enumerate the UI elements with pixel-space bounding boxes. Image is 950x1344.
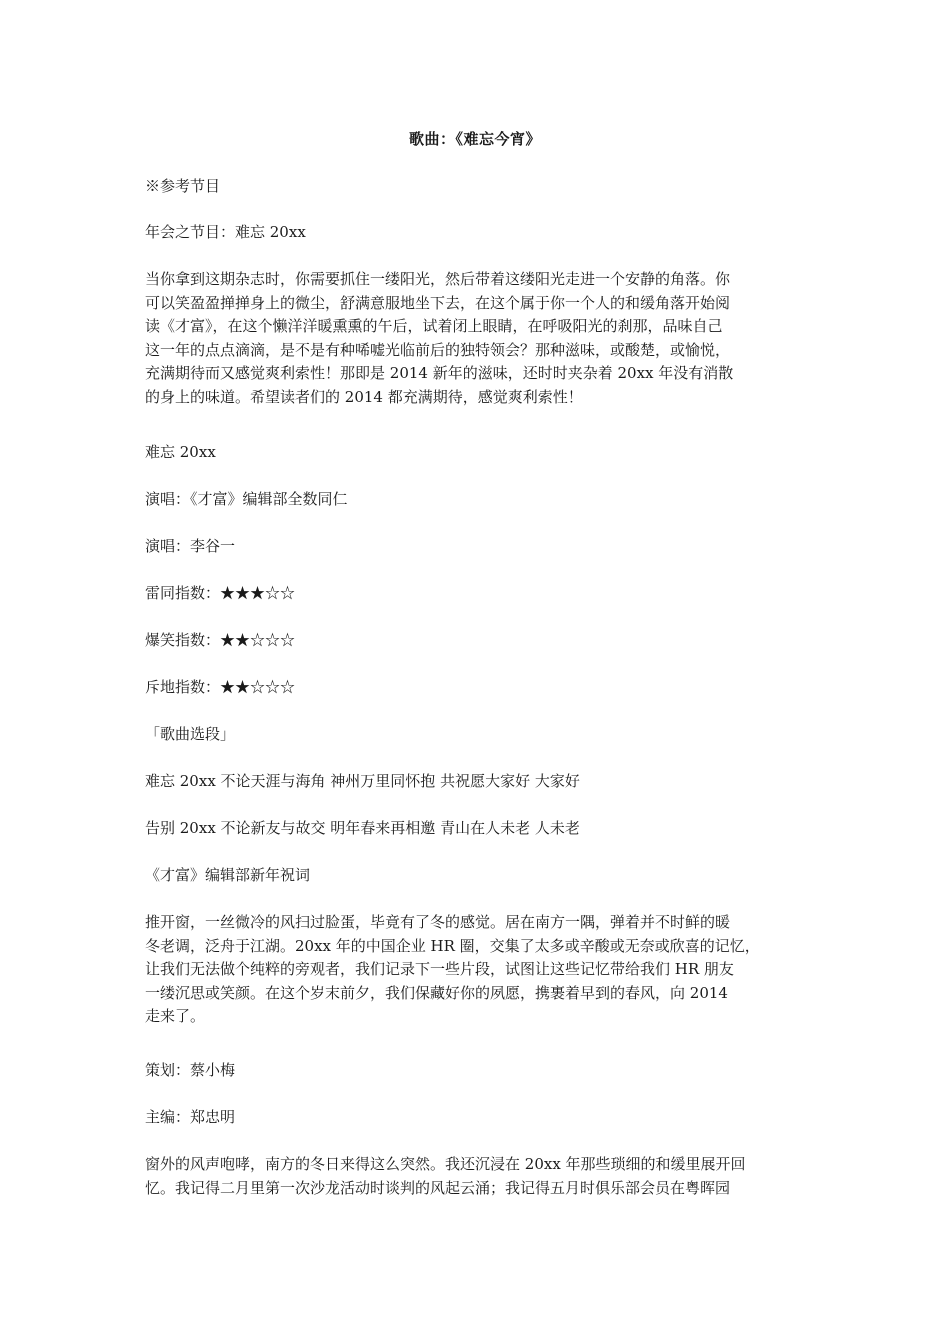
planner-credit: 策划：蔡小梅 bbox=[145, 1061, 236, 1079]
paragraph-line: 的身上的味道。希望读者们的 2014 都充满期待，感觉爽利索性！ bbox=[145, 387, 583, 406]
closing-paragraph bbox=[145, 1153, 810, 1200]
paragraph-line: 可以笑盈盈掸掸身上的微尘，舒满意服地坐下去，在这个属于你一个人的和缓角落开始阅 bbox=[145, 293, 731, 312]
lyric-line-2: 告别 20xx 不论新友与故交 明年春来再相邀 青山在人未老 人未老 bbox=[145, 819, 580, 837]
intro-paragraph bbox=[145, 268, 810, 409]
paragraph-line: 一缕沉思或笑颜。在这个岁末前夕，我们保藏好你的夙愿，携裹着早到的春风，向 2014 bbox=[145, 983, 728, 1002]
paragraph-line: 让我们无法做个纯粹的旁观者，我们记录下一些片段，试图让这些记忆带给我们 HR 朋友 bbox=[145, 960, 734, 978]
paragraph-line: 冬老调，泛舟于江湖。20xx 年的中国企业 HR 圈，交集了太多或辛酸或无奈或欣喜的记忆， bbox=[145, 936, 760, 955]
rating-similarity: 雷同指数：★★★☆☆ bbox=[145, 584, 296, 602]
excerpt-heading: 「歌曲选段」 bbox=[145, 725, 236, 743]
singer-line-2: 演唱：李谷一 bbox=[145, 537, 236, 555]
greeting-paragraph bbox=[145, 911, 810, 1029]
greeting-heading: 《才富》编辑部新年祝词 bbox=[145, 866, 311, 884]
paragraph-line: 推开窗，一丝微冷的风扫过脸蛋，毕竟有了冬的感觉。居在南方一隅，弹着并不时鲜的暖 bbox=[145, 913, 731, 931]
singer-line-1: 演唱：《才富》编辑部全数同仁 bbox=[145, 490, 348, 508]
paragraph-line: 走来了。 bbox=[145, 1007, 206, 1025]
reference-program-label: ※参考节目 bbox=[145, 177, 221, 195]
paragraph-line: 当你拿到这期杂志时，你需要抓住一缕阳光，然后带着这缕阳光走进一个安静的角落。你 bbox=[145, 270, 731, 288]
editor-credit: 主编：郑忠明 bbox=[145, 1108, 236, 1126]
paragraph-line: 读《才富》，在这个懒洋洋暖熏熏的午后，试着闭上眼睛，在呼吸阳光的刹那，品味自己 bbox=[145, 317, 723, 335]
paragraph-line: 忆。我记得二月里第一次沙龙活动时谈判的风起云涌；我记得五月时俱乐部会员在粤晖园 bbox=[145, 1178, 731, 1197]
rating-venue: 斥地指数：★★☆☆☆ bbox=[145, 678, 296, 696]
paragraph-line: 这一年的点点滴滴，是不是有种唏嘘光临前后的独特领会？那种滋味，或酸楚，或愉悦， bbox=[145, 340, 731, 359]
annual-program-label: 年会之节目：难忘 20xx bbox=[145, 223, 306, 241]
page-title: 歌曲：《难忘今宵》 bbox=[408, 130, 541, 148]
lyric-line-1: 难忘 20xx 不论天涯与海角 神州万里同怀抱 共祝愿大家好 大家好 bbox=[145, 772, 580, 790]
paragraph-line: 充满期待而又感觉爽利索性！那即是 2014 新年的滋味，还时时夹杂着 20xx 年没有消散 bbox=[145, 364, 734, 382]
paragraph-line: 窗外的风声咆哮，南方的冬日来得这么突然。我还沉浸在 20xx 年那些琐细的和缓里展开回 bbox=[145, 1155, 746, 1173]
rating-laugh: 爆笑指数：★★☆☆☆ bbox=[145, 631, 296, 649]
song-name: 难忘 20xx bbox=[145, 443, 216, 461]
